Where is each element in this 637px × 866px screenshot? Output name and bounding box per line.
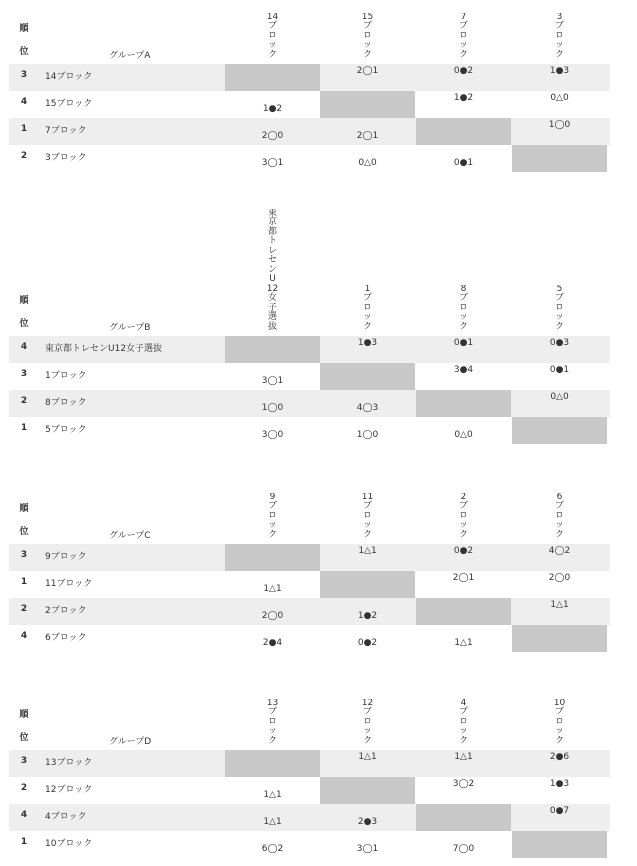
team-name: 13ブロック — [45, 758, 93, 768]
match-result: 4◯2 — [548, 546, 571, 556]
rank-header-bottom: 位 — [19, 47, 29, 57]
group-table — [9, 484, 610, 652]
match-result: 2●3 — [357, 817, 378, 827]
table-row — [9, 91, 610, 118]
match-result: 1△1 — [263, 817, 282, 827]
team-name: 3ブロック — [45, 153, 87, 163]
column-header — [320, 493, 415, 541]
table-row — [9, 625, 610, 652]
match-result: 1●3 — [357, 338, 378, 348]
match-result: 2◯0 — [261, 131, 284, 141]
match-result: 2◯1 — [356, 66, 379, 76]
rank-header — [9, 2, 39, 64]
team-name: 12ブロック — [45, 785, 93, 795]
match-result: 0●3 — [549, 338, 570, 348]
rank-value: 1 — [20, 837, 28, 847]
column-header-label: 4ブロック — [458, 698, 468, 746]
result-cell — [320, 64, 415, 91]
table-row — [9, 390, 610, 417]
column-header-label: 東京都トレセンU12女子選抜 — [266, 208, 279, 332]
match-result: 0●2 — [453, 66, 474, 76]
blank-cell — [225, 750, 320, 777]
match-result: 2●6 — [549, 752, 570, 762]
result-cell — [225, 390, 320, 417]
result-cell — [320, 598, 415, 625]
column-header-label: 15ブロック — [361, 12, 374, 60]
result-cell — [512, 598, 607, 625]
rank-value: 4 — [20, 97, 28, 107]
team-name: 14ブロック — [45, 72, 93, 82]
table-row — [9, 145, 610, 172]
result-cell — [320, 145, 415, 172]
match-result: 0●2 — [357, 638, 378, 648]
rank-value: 1 — [20, 124, 28, 134]
match-result: 1△1 — [550, 600, 569, 610]
match-result: 2◯0 — [261, 611, 284, 621]
match-result: 1△1 — [454, 752, 473, 762]
match-result: 0●2 — [453, 546, 474, 556]
table-row — [9, 118, 610, 145]
result-cell — [320, 750, 415, 777]
rank-value: 2 — [20, 151, 28, 161]
match-result: 0△0 — [550, 93, 569, 103]
column-header — [512, 285, 607, 333]
match-result: 1●2 — [357, 611, 378, 621]
rank-header — [9, 690, 39, 750]
result-cell — [512, 336, 607, 363]
group-name: グループB — [109, 323, 151, 333]
match-result: 3◯0 — [261, 430, 284, 440]
result-cell — [225, 777, 320, 804]
result-cell — [416, 145, 511, 172]
column-header — [416, 285, 511, 333]
match-result: 1△1 — [263, 584, 282, 594]
column-header — [320, 699, 415, 747]
column-header-label: 11ブロック — [361, 492, 374, 540]
result-cell — [416, 544, 511, 571]
group-name: グループD — [109, 737, 152, 747]
column-header — [320, 285, 415, 333]
match-result: 3◯1 — [356, 844, 379, 854]
column-header-label: 8ブロック — [458, 284, 468, 332]
match-result: 1△1 — [263, 790, 282, 800]
team-name: 2ブロック — [45, 606, 87, 616]
team-name: 8ブロック — [45, 398, 87, 408]
column-header — [416, 493, 511, 541]
result-cell — [225, 831, 320, 858]
match-result: 0●1 — [549, 365, 570, 375]
column-header — [225, 209, 320, 333]
table-row — [9, 804, 610, 831]
result-cell — [416, 571, 511, 598]
match-result: 0●7 — [549, 806, 570, 816]
match-result: 1△1 — [358, 752, 377, 762]
result-cell — [225, 145, 320, 172]
result-cell — [512, 750, 607, 777]
result-cell — [416, 91, 511, 118]
blank-cell — [320, 363, 415, 390]
blank-cell — [225, 544, 320, 571]
match-result: 1◯0 — [356, 430, 379, 440]
result-cell — [225, 804, 320, 831]
result-cell — [320, 417, 415, 444]
result-cell — [320, 625, 415, 652]
blank-cell — [512, 831, 607, 858]
table-row — [9, 831, 610, 858]
match-result: 1◯0 — [548, 120, 571, 130]
blank-cell — [416, 598, 511, 625]
group-name: グループA — [109, 51, 151, 61]
table-row — [9, 363, 610, 390]
rank-value: 3 — [20, 756, 28, 766]
result-cell — [512, 390, 607, 417]
rank-header-bottom: 位 — [19, 527, 29, 537]
column-header — [512, 13, 607, 61]
result-cell — [320, 336, 415, 363]
match-result: 1●3 — [549, 66, 570, 76]
match-result: 0●1 — [453, 338, 474, 348]
column-header — [512, 493, 607, 541]
blank-cell — [320, 777, 415, 804]
table-row — [9, 544, 610, 571]
match-result: 2●4 — [262, 638, 283, 648]
rank-value: 2 — [20, 604, 28, 614]
rank-header-top: 順 — [19, 296, 29, 306]
match-result: 1●2 — [453, 93, 474, 103]
blank-cell — [225, 64, 320, 91]
match-result: 1◯0 — [261, 403, 284, 413]
result-cell — [416, 363, 511, 390]
result-cell — [416, 625, 511, 652]
result-cell — [320, 544, 415, 571]
table-row — [9, 750, 610, 777]
table-row — [9, 571, 610, 598]
blank-cell — [512, 625, 607, 652]
result-cell — [225, 571, 320, 598]
result-cell — [512, 571, 607, 598]
table-header — [9, 2, 610, 64]
match-result: 3◯1 — [261, 158, 284, 168]
column-header-label: 9ブロック — [267, 492, 277, 540]
rank-header-bottom: 位 — [19, 733, 29, 743]
result-cell — [225, 118, 320, 145]
match-result: 0△0 — [358, 158, 377, 168]
column-header-label: 13ブロック — [266, 698, 279, 746]
rank-value: 4 — [20, 342, 28, 352]
result-cell — [225, 363, 320, 390]
column-header — [512, 699, 607, 747]
rank-value: 2 — [20, 396, 28, 406]
result-cell — [320, 118, 415, 145]
column-header-label: 2ブロック — [458, 492, 468, 540]
rank-value: 3 — [20, 369, 28, 379]
result-cell — [512, 64, 607, 91]
match-result: 7◯0 — [452, 844, 475, 854]
group-name: グループC — [109, 531, 151, 541]
team-name: 東京都トレセンU12女子選抜 — [45, 344, 163, 354]
rank-value: 1 — [20, 577, 28, 587]
match-result: 3●4 — [453, 365, 474, 375]
table-row — [9, 777, 610, 804]
team-name: 7ブロック — [45, 126, 87, 136]
team-name: 5ブロック — [45, 425, 87, 435]
blank-cell — [320, 571, 415, 598]
result-cell — [416, 64, 511, 91]
column-header-label: 7ブロック — [458, 12, 468, 60]
rank-header — [9, 484, 39, 544]
rank-value: 3 — [20, 550, 28, 560]
table-header — [9, 484, 610, 544]
match-result: 2◯0 — [548, 573, 571, 583]
result-cell — [225, 598, 320, 625]
match-result: 3◯2 — [452, 779, 475, 789]
table-row — [9, 336, 610, 363]
match-result: 6◯2 — [261, 844, 284, 854]
rank-value: 1 — [20, 423, 28, 433]
match-result: 0△0 — [454, 430, 473, 440]
column-header — [225, 493, 320, 541]
column-header — [416, 699, 511, 747]
result-cell — [416, 750, 511, 777]
team-name: 4ブロック — [45, 812, 87, 822]
result-cell — [416, 831, 511, 858]
blank-cell — [320, 91, 415, 118]
table-row — [9, 417, 610, 444]
group-table — [9, 208, 610, 444]
match-result: 0●1 — [453, 158, 474, 168]
rank-header-bottom: 位 — [19, 319, 29, 329]
team-name: 9ブロック — [45, 552, 87, 562]
result-cell — [416, 336, 511, 363]
match-result: 1△1 — [454, 638, 473, 648]
result-cell — [320, 804, 415, 831]
result-cell — [320, 831, 415, 858]
result-cell — [225, 91, 320, 118]
column-header-label: 6ブロック — [554, 492, 564, 540]
blank-cell — [512, 417, 607, 444]
result-cell — [512, 544, 607, 571]
blank-cell — [225, 336, 320, 363]
group-table — [9, 2, 610, 172]
match-result: 1●2 — [262, 104, 283, 114]
match-result: 0△0 — [550, 392, 569, 402]
column-header — [320, 13, 415, 61]
blank-cell — [416, 804, 511, 831]
column-header — [225, 699, 320, 747]
result-cell — [512, 777, 607, 804]
result-cell — [225, 625, 320, 652]
match-result: 1●3 — [549, 779, 570, 789]
rank-value: 2 — [20, 783, 28, 793]
team-name: 1ブロック — [45, 371, 87, 381]
group-table — [9, 690, 610, 858]
blank-cell — [416, 118, 511, 145]
match-result: 2◯1 — [452, 573, 475, 583]
table-header — [9, 690, 610, 750]
rank-header-top: 順 — [19, 710, 29, 720]
match-result: 2◯1 — [356, 131, 379, 141]
match-result: 4◯3 — [356, 403, 379, 413]
blank-cell — [416, 390, 511, 417]
table-row — [9, 598, 610, 625]
result-cell — [512, 118, 607, 145]
team-name: 10ブロック — [45, 839, 93, 849]
rank-value: 4 — [20, 810, 28, 820]
team-name: 11ブロック — [45, 579, 93, 589]
column-header-label: 12ブロック — [361, 698, 374, 746]
match-result: 3◯1 — [261, 376, 284, 386]
column-header-label: 14ブロック — [266, 12, 279, 60]
rank-header-top: 順 — [19, 24, 29, 34]
team-name: 15ブロック — [45, 99, 93, 109]
result-cell — [225, 417, 320, 444]
blank-cell — [512, 145, 607, 172]
result-cell — [512, 363, 607, 390]
result-cell — [320, 390, 415, 417]
column-header — [225, 13, 320, 61]
result-cell — [512, 91, 607, 118]
column-header-label: 5ブロック — [554, 284, 564, 332]
rank-value: 3 — [20, 70, 28, 80]
column-header-label: 10ブロック — [553, 698, 566, 746]
match-result: 1△1 — [358, 546, 377, 556]
rank-value: 4 — [20, 631, 28, 641]
result-cell — [416, 777, 511, 804]
table-header — [9, 208, 610, 336]
result-cell — [416, 417, 511, 444]
rank-header-top: 順 — [19, 504, 29, 514]
result-cell — [512, 804, 607, 831]
column-header-label: 3ブロック — [554, 12, 564, 60]
rank-header — [9, 208, 39, 336]
team-name: 6ブロック — [45, 633, 87, 643]
column-header-label: 1ブロック — [362, 284, 372, 332]
table-row — [9, 64, 610, 91]
column-header — [416, 13, 511, 61]
